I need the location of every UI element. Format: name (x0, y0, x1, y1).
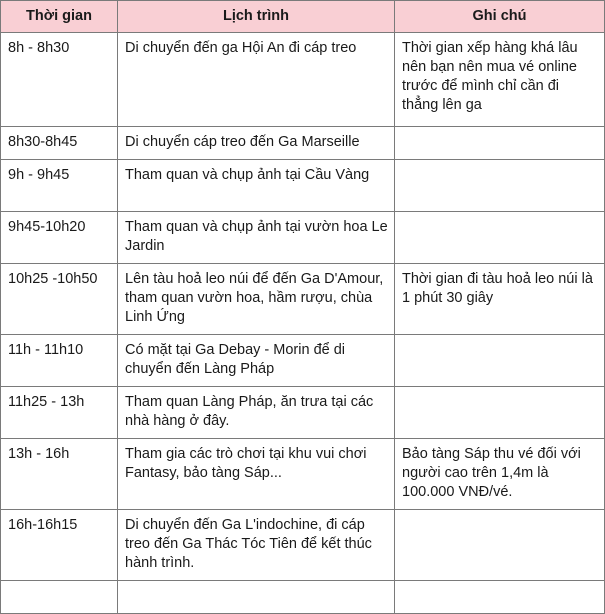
table-row (1, 33, 605, 127)
cell-note (395, 212, 605, 264)
cell-schedule: Di chuyển đến ga Hội An đi cáp treo (118, 33, 395, 127)
table-row (1, 387, 605, 439)
cell-time: 10h25 -10h50 (1, 264, 118, 335)
cell-schedule: Tham quan và chụp ảnh tại Cầu Vàng (118, 160, 395, 212)
header-time: Thời gian (1, 1, 118, 33)
cell-note (395, 581, 605, 614)
cell-time: 11h25 - 13h (1, 387, 118, 439)
cell-schedule: Tham quan và chụp ảnh tại vườn hoa Le Jardin (118, 212, 395, 264)
table-row (1, 581, 605, 614)
cell-time: 16h-16h15 (1, 510, 118, 581)
cell-time: 9h - 9h45 (1, 160, 118, 212)
cell-time: 8h30-8h45 (1, 127, 118, 160)
table-row (1, 212, 605, 264)
cell-note (395, 160, 605, 212)
cell-schedule: Tham quan Làng Pháp, ăn trưa tại các nhà hàng ở đây. (118, 387, 395, 439)
cell-note: Bảo tàng Sáp thu vé đối với người cao trên 1,4m là 100.000 VNĐ/vé. (395, 439, 605, 510)
header-row (1, 1, 605, 33)
cell-note (395, 510, 605, 581)
table-row (1, 439, 605, 510)
cell-time (1, 581, 118, 614)
header-note: Ghi chú (395, 1, 605, 33)
table-row (1, 264, 605, 335)
cell-note: Thời gian đi tàu hoả leo núi là 1 phút 30 giây (395, 264, 605, 335)
cell-schedule: Lên tàu hoả leo núi để đến Ga D'Amour, tham quan vườn hoa, hầm rượu, chùa Linh Ứng (118, 264, 395, 335)
cell-note (395, 127, 605, 160)
cell-schedule (118, 581, 395, 614)
table-row (1, 335, 605, 387)
cell-schedule: Di chuyển đến Ga L'indochine, đi cáp treo đến Ga Thác Tóc Tiên để kết thúc hành trình. (118, 510, 395, 581)
table-row (1, 127, 605, 160)
cell-schedule: Di chuyển cáp treo đến Ga Marseille (118, 127, 395, 160)
header-schedule: Lịch trình (118, 1, 395, 33)
cell-note (395, 335, 605, 387)
cell-time: 9h45-10h20 (1, 212, 118, 264)
cell-schedule: Có mặt tại Ga Debay - Morin để di chuyển đến Làng Pháp (118, 335, 395, 387)
cell-note: Thời gian xếp hàng khá lâu nên bạn nên mua vé online trước để mình chỉ cần đi thẳng lên ga (395, 33, 605, 127)
cell-note (395, 387, 605, 439)
table-row (1, 160, 605, 212)
cell-time: 13h - 16h (1, 439, 118, 510)
cell-time: 8h - 8h30 (1, 33, 118, 127)
cell-time: 11h - 11h10 (1, 335, 118, 387)
table-row (1, 510, 605, 581)
cell-schedule: Tham gia các trò chơi tại khu vui chơi Fantasy, bảo tàng Sáp... (118, 439, 395, 510)
